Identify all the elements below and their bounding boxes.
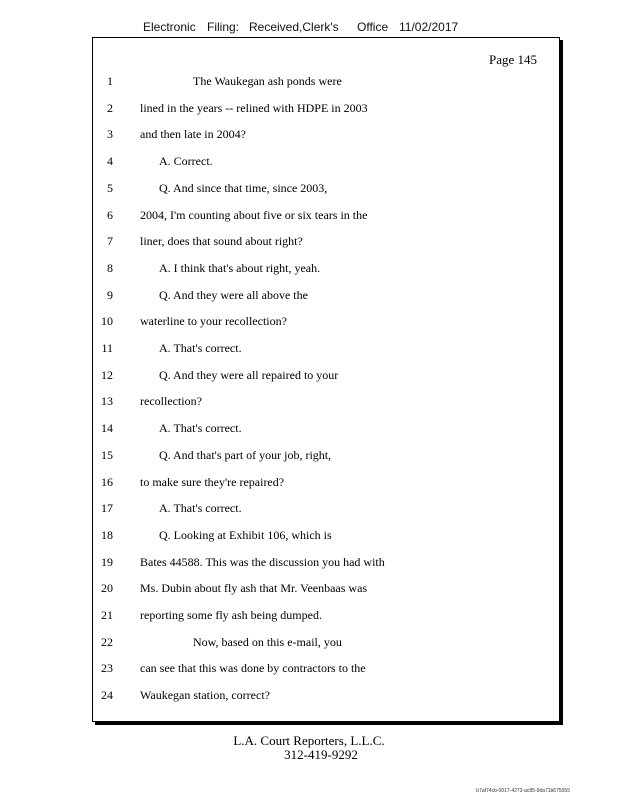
line-text: waterline to your recollection? [140, 314, 287, 329]
line-text: and then late in 2004? [140, 127, 246, 142]
transcript-page [92, 37, 560, 722]
line-text: Q. And they were all repaired to your [159, 367, 339, 382]
line-text: to make sure they're repaired? [140, 474, 285, 489]
line-number: 1 [107, 74, 113, 88]
footer-phone: 312-419-9292 [284, 747, 358, 762]
line-text: Ms. Dubin about fly ash that Mr. Veenbaas was [140, 581, 368, 596]
document-id: b7af74cb-0017-4273-ac85-9da71b675055 [476, 788, 570, 794]
line-number: 20 [101, 581, 113, 596]
line-number: 15 [101, 447, 113, 462]
line-number: 13 [101, 394, 113, 409]
line-number: 24 [101, 688, 113, 703]
line-number: 5 [107, 180, 113, 195]
line-number: 6 [107, 207, 113, 222]
line-text: lined in the years -- relined with HDPE in 2003 [140, 100, 368, 115]
line-text: A. That's correct. [159, 501, 242, 516]
line-number: 17 [101, 501, 113, 516]
line-text: liner, does that sound about right? [140, 234, 303, 249]
line-text: Q. And since that time, since 2003, [159, 180, 328, 195]
line-number: 14 [101, 421, 113, 436]
filing-electronic: Electronic [143, 20, 196, 34]
footer [0, 734, 618, 762]
line-number: 8 [107, 260, 113, 275]
line-number: 11 [101, 341, 113, 355]
line-text: recollection? [140, 394, 202, 409]
line-number: 21 [101, 608, 113, 622]
line-number: 7 [107, 234, 113, 249]
footer-company: L.A. Court Reporters, L.L.C. [233, 733, 385, 748]
line-text: A. I think that's about right, yeah. [159, 260, 321, 275]
line-number: 16 [101, 474, 113, 489]
page-number: Page 145 [488, 52, 537, 67]
filing-date: 11/02/2017 [399, 20, 459, 34]
filing-label: Filing: [207, 20, 240, 34]
filing-office: Office [357, 20, 389, 34]
line-text: Now, based on this e-mail, you [193, 634, 342, 649]
line-text: Q. And that's part of your job, right, [159, 447, 332, 462]
line-text: A. Correct. [159, 154, 213, 169]
line-number: 12 [101, 367, 113, 382]
line-number: 22 [101, 634, 113, 649]
line-text: Q. Looking at Exhibit 106, which is [159, 527, 332, 542]
line-number: 10 [101, 314, 113, 329]
line-number: 4 [107, 154, 113, 169]
line-text: can see that this was done by contractors to the [140, 661, 366, 676]
line-number: 18 [101, 527, 113, 542]
line-text: Waukegan station, correct? [140, 688, 270, 703]
line-text: 2004, I'm counting about five or six tears in the [140, 207, 368, 222]
line-text: Q. And they were all above the [159, 287, 308, 302]
line-text: A. That's correct. [159, 421, 242, 436]
line-text: The Waukegan ash ponds were [193, 74, 342, 88]
line-number: 2 [107, 100, 113, 115]
line-number: 19 [101, 554, 113, 569]
line-number: 3 [107, 127, 113, 142]
filing-received: Received,Clerk's [249, 20, 339, 34]
line-text: Bates 44588. This was the discussion you had with [140, 554, 385, 569]
line-number: 23 [101, 661, 113, 676]
line-number: 9 [107, 287, 113, 302]
line-text: reporting some fly ash being dumped. [140, 608, 322, 622]
line-text: A. That's correct. [159, 341, 242, 355]
